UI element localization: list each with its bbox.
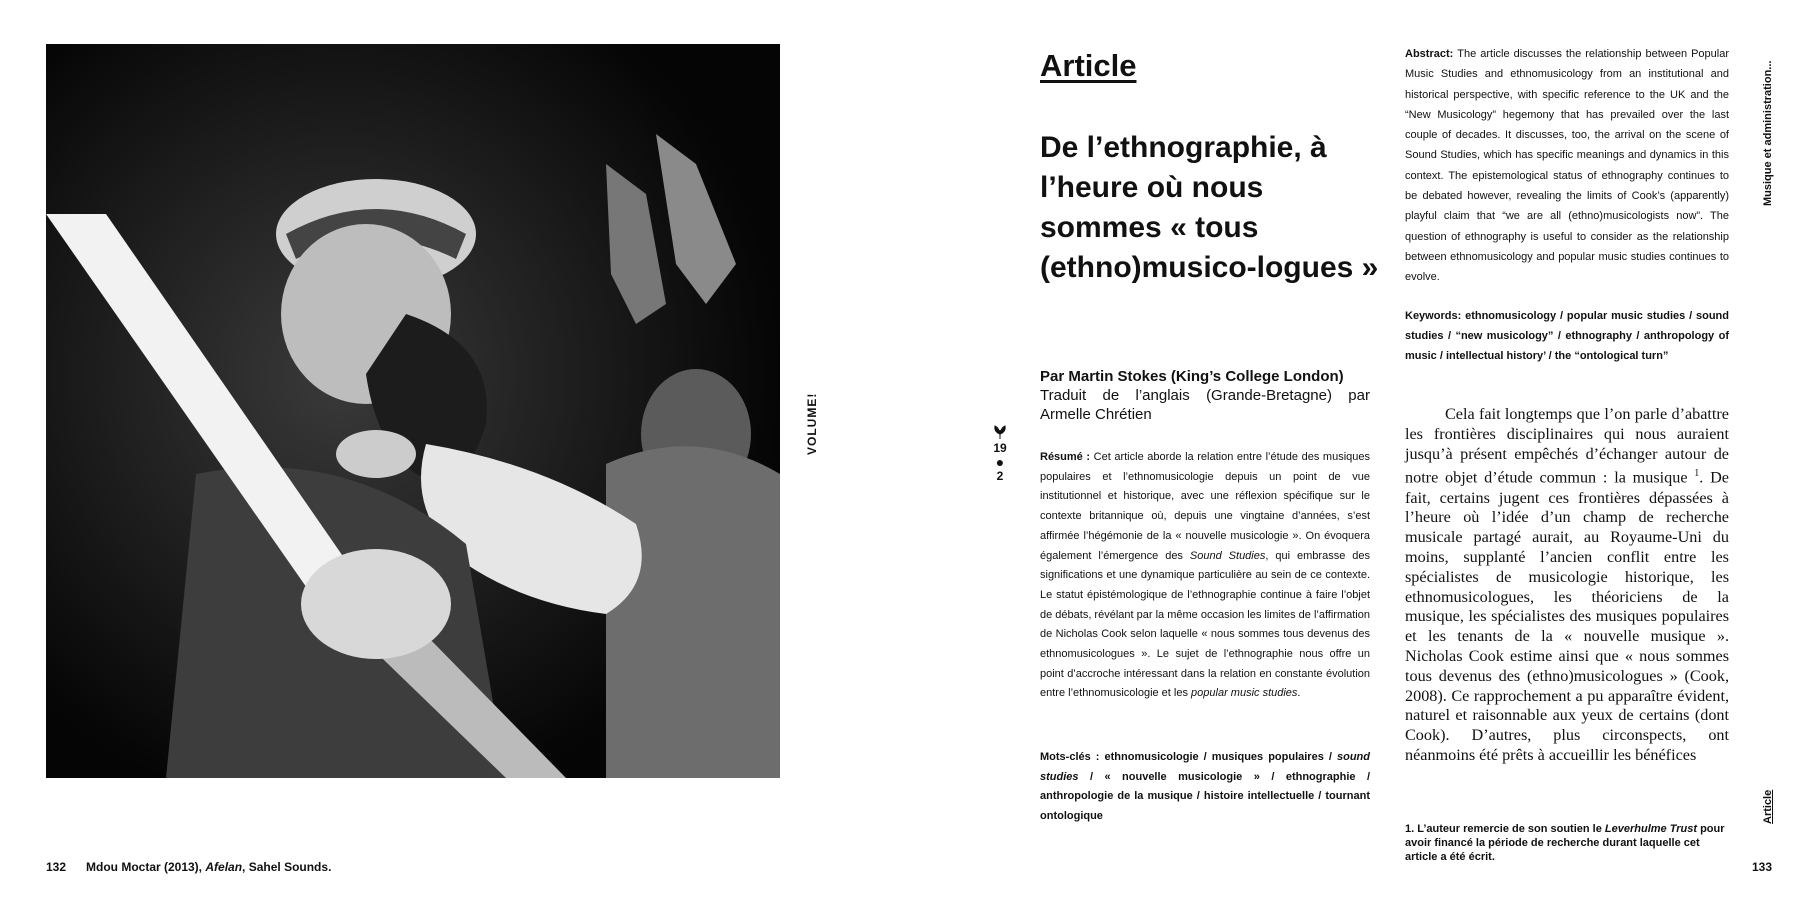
photo-illustration	[46, 44, 780, 778]
body-text-2: . De fait, certains jugent ces frontières dépassées à l’heure où l’idée d’un champ de recherche musicale partagé aurait, au Royaume-Uni du moins, supplanté l’ancien conflit entre les spécialistes de musicologie historique, les ethnomusicologues, les théoriciens de la musique, les spécialistes des musiques populaires et les tenants de la « nouvelle musique ». Nicholas Cook estime ainsi que « nous sommes tous devenus des (ethno)musicologues » (Cook, 2008). Ce rapprochement a pu apparaître évident, naturel et raisonnable aux yeux de certains (dont Cook). D’autres, plus circonspects, ont néanmoins été prêts à accueillir les bénéfices	[1405, 468, 1729, 764]
section-title: Article	[1040, 48, 1137, 83]
mots-cles-em: sound studies	[1040, 751, 1370, 783]
page-number-right: 133	[1752, 860, 1773, 874]
issue-volume-number: 19	[993, 441, 1007, 455]
page-number-left: 132	[46, 860, 67, 874]
author-block	[1040, 367, 1370, 424]
mots-cles-text-1: Mots-clés : ethnomusicologie / musiques populaires /	[1040, 751, 1337, 763]
footnote	[1405, 822, 1735, 864]
resume-text-2: , qui embrasse des significations et une dynamique particulière au sein de ce contexte. Le statut épistémologique de l’ethnographie continue à faire l’objet de débats, révélant par la même occasion les limites de l’affirmation de Nicholas Cook selon laquelle « nous sommes tous devenus des ethnomusicologues ». Le sujet de l’ethnographie nous offre un point d’accroche intéressant dans la relation en constante évolution entre l’ethnomusicologie et les	[1040, 549, 1371, 700]
abstract-paragraph	[1405, 44, 1729, 288]
caption-album: Afelan	[205, 860, 243, 874]
footnote-text-2: pour avoir financé la période de recherche durant laquelle cet article a été écrit.	[1405, 823, 1725, 863]
resume-em-1: Sound Studies	[1189, 549, 1266, 562]
running-section: Article	[1762, 789, 1774, 824]
photo-caption	[86, 860, 331, 874]
body-text	[1405, 405, 1729, 766]
footnote-text-1: 1. L’auteur remercie de son soutien le	[1405, 823, 1605, 835]
resume-text-1: Cet article aborde la relation entre l’étude des musiques populaires et l’ethnomusicologie depuis un point de vue institutionnel et historique, avec une réflexion spécifique sur le contexte britannique où, depuis une vingtaine d’années, s’est affirmée l’hégémonie de la « nouvelle musicologie ». On évoquera également l’émergence des	[1040, 451, 1370, 562]
resume-paragraph	[1040, 448, 1370, 704]
caption-artist: Mdou Moctar (2013),	[86, 860, 206, 874]
feather-icon	[992, 424, 1008, 440]
author-name: Par Martin Stokes (King’s College London)	[1040, 368, 1344, 385]
issue-marker	[982, 424, 1018, 483]
article-title: De l’ethnographie, à l’heure où nous sommes « tous (ethno)musico-logues »	[1040, 131, 1379, 284]
mots-cles-text-2: / « nouvelle musicologie » / ethnographie / anthropologie de la musique / histoire intellectuelle / tournant ontologique	[1040, 770, 1370, 822]
volume-label: VOLUME!	[805, 392, 819, 455]
keywords: Keywords: ethnomusicology / popular music studies / sound studies / “new musicology” / ethnography / anthropology of music / intellectual history’ / the “ontological turn”	[1405, 310, 1729, 363]
footnote-em: Leverhulme Trust	[1604, 823, 1698, 835]
body-text-1: Cela fait longtemps que l’on parle d’abattre les frontières disciplinaires qui nous auraient jusqu’à présent empêchés d’échanger autour de notre objet d’étude commun : la musique	[1405, 405, 1729, 487]
caption-label: , Sahel Sounds.	[242, 860, 332, 874]
abstract-text: The article discusses the relationship between Popular Music Studies and ethnomusicology from an institutional and historical perspective, with specific reference to the UK and the “New Musicology” hegemony that has prevailed over the last couple of decades. It discusses, too, the arrival on the scene of Sound Studies, which has specific meanings and dynamics in this context. The epistemological status of ethnography continues to be debated however, revealing the limits of Cook’s (apparently) playful claim that “we are all (ethno)musicologists now”. The question of ethnography is useful to consider as the relationship between ethnomusicology and popular music studies continues to evolve.	[1405, 48, 1729, 284]
resume-text-3: .	[1297, 687, 1301, 700]
cover-photo	[46, 44, 780, 778]
leaf-icon: ●	[995, 454, 1005, 470]
mots-cles	[1040, 748, 1370, 826]
abstract-label: Abstract:	[1405, 48, 1458, 60]
footnote-ref[interactable]: 1	[1694, 468, 1700, 480]
resume-em-2: popular music studies	[1191, 687, 1298, 700]
running-head: Musique et administration...	[1762, 60, 1774, 206]
issue-number: 2	[996, 469, 1004, 483]
translator: Traduit de l’anglais (Grande-Bretagne) par Armelle Chrétien	[1040, 387, 1370, 423]
resume-label: Résumé :	[1040, 451, 1094, 463]
body-paragraph	[1405, 405, 1729, 766]
